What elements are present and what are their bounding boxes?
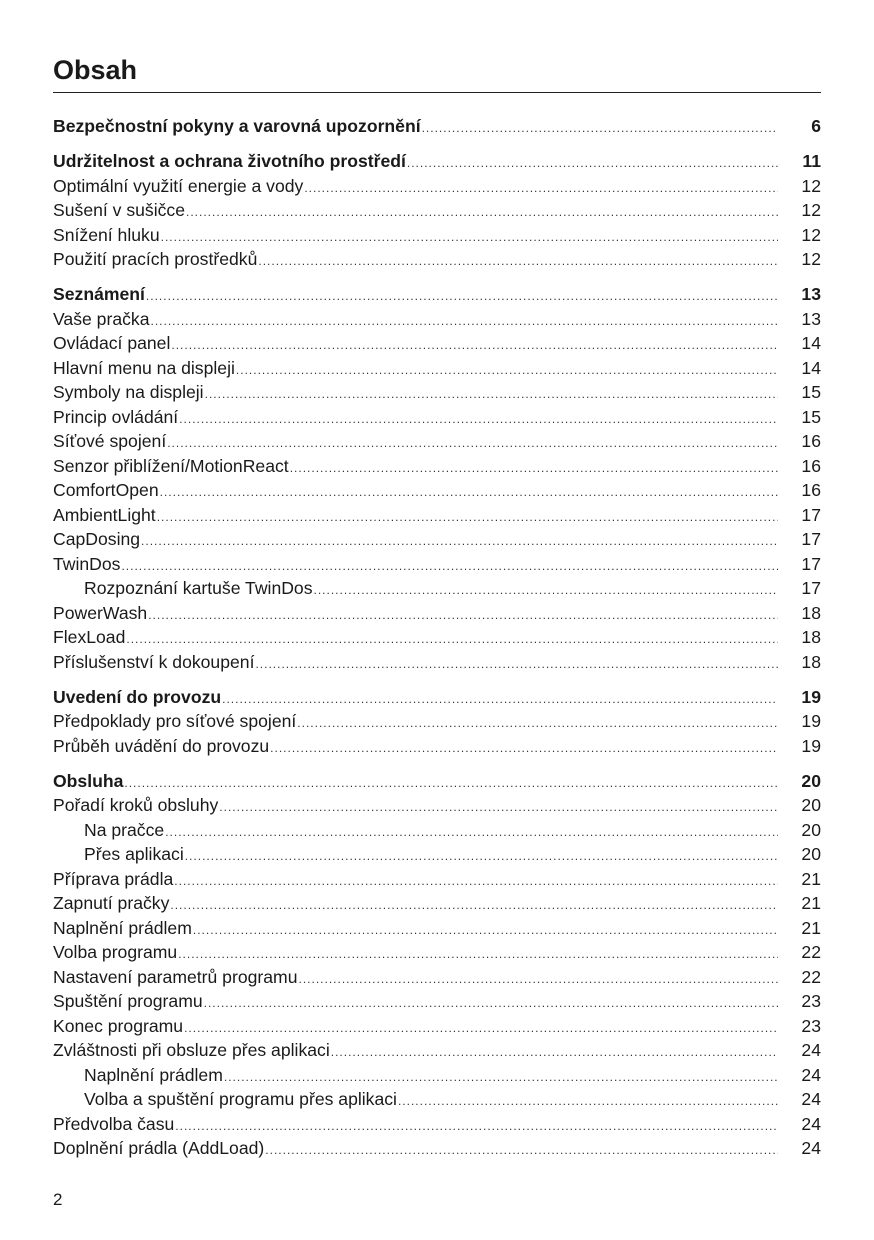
toc-entry[interactable] <box>53 307 821 332</box>
toc-dot-leader <box>124 771 778 796</box>
toc-chapter-entry[interactable] <box>53 114 821 139</box>
toc-section <box>53 769 821 1161</box>
toc-entry-page: 19 <box>801 686 821 707</box>
toc-entry-label: Udržitelnost a ochrana životního prostředí <box>53 151 406 171</box>
toc-chapter-entry[interactable] <box>53 282 821 307</box>
toc-dot-leader <box>126 627 778 652</box>
toc-dot-leader <box>265 1138 778 1163</box>
toc-section <box>53 114 821 139</box>
toc-dot-leader <box>160 480 778 505</box>
title-divider <box>53 92 821 93</box>
toc-entry-page: 24 <box>801 1113 821 1134</box>
toc-entry-label: Obsluha <box>53 770 124 791</box>
toc-dot-leader <box>184 1016 778 1041</box>
toc-entry-page: 17 <box>801 529 821 549</box>
toc-entry-page: 18 <box>801 602 821 623</box>
toc-entry-label: Zvláštnosti při obsluze přes aplikaci <box>53 1040 330 1060</box>
toc-entry-label: Symboly na displeji <box>53 382 204 402</box>
toc-entry-label: Vaše pračka <box>53 308 150 329</box>
toc-chapter-entry[interactable] <box>53 149 821 174</box>
toc-entry-label: FlexLoad <box>53 627 126 647</box>
toc-entry-label: AmbientLight <box>53 504 156 525</box>
toc-entry[interactable] <box>53 552 821 577</box>
toc-entry-page: 6 <box>811 116 821 136</box>
toc-entry[interactable] <box>53 1038 821 1063</box>
toc-entry[interactable] <box>53 429 821 454</box>
toc-entry[interactable] <box>53 223 821 248</box>
toc-entry-label: Pořadí kroků obsluhy <box>53 795 219 815</box>
toc-entry-page: 23 <box>801 991 821 1011</box>
toc-entry-label: Naplnění prádlem <box>84 1064 223 1085</box>
toc-entry-page: 11 <box>802 151 821 171</box>
toc-entry-page: 17 <box>801 553 821 574</box>
toc-dot-leader <box>170 893 778 918</box>
toc-dot-leader <box>290 456 778 481</box>
toc-entry-label: Rozpoznání kartuše TwinDos <box>84 578 313 598</box>
toc-chapter-entry[interactable] <box>53 685 821 710</box>
toc-entry[interactable] <box>53 867 821 892</box>
toc-dot-leader <box>270 736 778 761</box>
toc-entry-label: Volba programu <box>53 942 178 962</box>
toc-entry[interactable] <box>53 576 821 601</box>
toc-dot-leader <box>121 554 778 579</box>
toc-dot-leader <box>298 967 778 992</box>
toc-entry-label: Zapnutí pračky <box>53 893 170 913</box>
toc-entry[interactable] <box>53 1014 821 1039</box>
toc-entry-page: 20 <box>801 844 821 864</box>
toc-entry-label: Ovládací panel <box>53 333 171 353</box>
toc-dot-leader <box>148 603 778 628</box>
toc-entry-page: 15 <box>801 406 821 427</box>
toc-entry-label: Předvolba času <box>53 1113 175 1134</box>
toc-dot-leader <box>314 578 778 603</box>
toc-entry-label: Síťové spojení <box>53 431 167 451</box>
toc-entry[interactable] <box>53 916 821 941</box>
toc-dot-leader <box>167 431 778 456</box>
toc-entry-page: 19 <box>801 735 821 756</box>
toc-dot-leader <box>178 942 778 967</box>
toc-entry[interactable] <box>53 1063 821 1088</box>
toc-dot-leader <box>204 991 778 1016</box>
toc-entry[interactable] <box>53 965 821 990</box>
toc-entry[interactable] <box>53 198 821 223</box>
toc-entry-page: 13 <box>801 284 821 304</box>
toc-entry-page: 20 <box>801 770 821 791</box>
toc-section <box>53 282 821 674</box>
toc-entry-label: Použití pracích prostředků <box>53 249 258 269</box>
toc-entry-label: Naplnění prádlem <box>53 917 192 938</box>
toc-entry[interactable] <box>53 709 821 734</box>
toc-entry-page: 20 <box>801 819 821 840</box>
toc-dot-leader <box>151 309 779 334</box>
table-of-contents <box>53 114 821 1171</box>
toc-entry-page: 24 <box>801 1138 821 1158</box>
toc-entry[interactable] <box>53 989 821 1014</box>
toc-entry-page: 24 <box>801 1089 821 1109</box>
toc-entry-page: 13 <box>801 308 821 329</box>
toc-dot-leader <box>407 151 778 176</box>
toc-entry[interactable] <box>53 174 821 199</box>
toc-dot-leader <box>255 652 778 677</box>
toc-entry-label: Seznámení <box>53 284 145 304</box>
page-number: 2 <box>53 1190 63 1209</box>
toc-entry-label: ComfortOpen <box>53 480 159 500</box>
toc-entry-label: Sušení v sušičce <box>53 200 186 220</box>
toc-entry[interactable] <box>53 842 821 867</box>
toc-entry-page: 14 <box>801 333 821 353</box>
toc-entry-page: 21 <box>801 868 821 889</box>
toc-entry-page: 17 <box>801 578 821 598</box>
toc-entry-label: Spuštění programu <box>53 991 203 1011</box>
page-title: Obsah <box>53 55 138 85</box>
toc-entry-label: Příprava prádla <box>53 868 174 889</box>
toc-entry-page: 24 <box>801 1064 821 1085</box>
toc-entry[interactable] <box>53 1112 821 1137</box>
toc-dot-leader <box>219 795 778 820</box>
toc-entry-page: 22 <box>801 942 821 962</box>
toc-entry[interactable] <box>53 380 821 405</box>
toc-dot-leader <box>179 407 778 432</box>
toc-entry[interactable] <box>53 734 821 759</box>
toc-entry[interactable] <box>53 650 821 675</box>
toc-dot-leader <box>186 200 778 225</box>
toc-entry-label: Uvedení do provozu <box>53 686 222 707</box>
toc-dot-leader <box>297 711 778 736</box>
toc-dot-leader <box>171 333 778 358</box>
toc-entry-page: 19 <box>801 711 821 731</box>
toc-dot-leader <box>236 358 778 383</box>
toc-dot-leader <box>157 505 778 530</box>
toc-entry[interactable] <box>53 891 821 916</box>
toc-entry-label: Bezpečnostní pokyny a varovná upozornění <box>53 116 421 136</box>
toc-entry-page: 12 <box>801 175 821 196</box>
toc-dot-leader <box>205 382 778 407</box>
toc-entry-page: 22 <box>801 966 821 987</box>
toc-entry-page: 16 <box>801 480 821 500</box>
toc-entry-label: Snížení hluku <box>53 224 160 245</box>
toc-entry-page: 24 <box>801 1040 821 1060</box>
toc-entry[interactable] <box>53 454 821 479</box>
toc-dot-leader <box>185 844 778 869</box>
toc-entry[interactable] <box>53 478 821 503</box>
toc-section <box>53 685 821 759</box>
toc-dot-leader <box>222 687 778 712</box>
toc-dot-leader <box>174 869 778 894</box>
toc-entry-page: 12 <box>801 224 821 245</box>
toc-dot-leader <box>165 820 778 845</box>
toc-entry-label: PowerWash <box>53 602 148 623</box>
toc-entry-label: Přes aplikaci <box>84 844 184 864</box>
toc-entry-page: 21 <box>801 917 821 938</box>
toc-entry-page: 16 <box>801 431 821 451</box>
toc-entry[interactable] <box>53 1136 821 1161</box>
toc-entry-label: TwinDos <box>53 553 121 574</box>
toc-entry-page: 14 <box>801 357 821 378</box>
toc-entry-page: 17 <box>801 504 821 525</box>
toc-entry-label: Na pračce <box>84 819 165 840</box>
toc-entry-page: 18 <box>801 627 821 647</box>
toc-entry[interactable] <box>53 405 821 430</box>
toc-entry-page: 15 <box>801 382 821 402</box>
toc-dot-leader <box>175 1114 778 1139</box>
toc-entry[interactable] <box>53 331 821 356</box>
toc-entry-label: Příslušenství k dokoupení <box>53 651 255 672</box>
toc-entry[interactable] <box>53 1087 821 1112</box>
toc-dot-leader <box>331 1040 778 1065</box>
toc-entry[interactable] <box>53 527 821 552</box>
toc-dot-leader <box>398 1089 778 1114</box>
toc-entry-label: Doplnění prádla (AddLoad) <box>53 1138 265 1158</box>
toc-entry[interactable] <box>53 356 821 381</box>
toc-entry-page: 20 <box>801 795 821 815</box>
toc-dot-leader <box>304 176 778 201</box>
toc-entry-page: 16 <box>801 455 821 476</box>
toc-entry-label: Optimální využití energie a vody <box>53 175 304 196</box>
toc-entry-label: CapDosing <box>53 529 141 549</box>
toc-entry[interactable] <box>53 793 821 818</box>
toc-dot-leader <box>224 1065 778 1090</box>
toc-entry-label: Princip ovládání <box>53 406 179 427</box>
toc-entry[interactable] <box>53 940 821 965</box>
toc-entry-label: Hlavní menu na displeji <box>53 357 235 378</box>
toc-dot-leader <box>161 225 778 250</box>
toc-entry-label: Nastavení parametrů programu <box>53 966 298 987</box>
toc-entry-page: 18 <box>801 651 821 672</box>
toc-dot-leader <box>141 529 778 554</box>
toc-entry-label: Volba a spuštění programu přes aplikaci <box>84 1089 397 1109</box>
toc-entry-label: Průběh uvádění do provozu <box>53 735 270 756</box>
toc-chapter-entry[interactable] <box>53 769 821 794</box>
toc-entry[interactable] <box>53 247 821 272</box>
toc-entry-page: 12 <box>801 249 821 269</box>
toc-entry-label: Předpoklady pro síťové spojení <box>53 711 297 731</box>
toc-entry[interactable] <box>53 625 821 650</box>
toc-dot-leader <box>146 284 778 309</box>
toc-dot-leader <box>193 918 778 943</box>
toc-entry-page: 21 <box>801 893 821 913</box>
toc-entry[interactable] <box>53 601 821 626</box>
toc-entry-label: Senzor přiblížení/MotionReact <box>53 455 289 476</box>
toc-entry[interactable] <box>53 818 821 843</box>
toc-dot-leader <box>258 249 778 274</box>
toc-entry-page: 23 <box>801 1015 821 1036</box>
toc-entry-label: Konec programu <box>53 1015 184 1036</box>
toc-entry-page: 12 <box>801 200 821 220</box>
toc-section <box>53 149 821 272</box>
toc-entry[interactable] <box>53 503 821 528</box>
toc-dot-leader <box>422 116 778 141</box>
